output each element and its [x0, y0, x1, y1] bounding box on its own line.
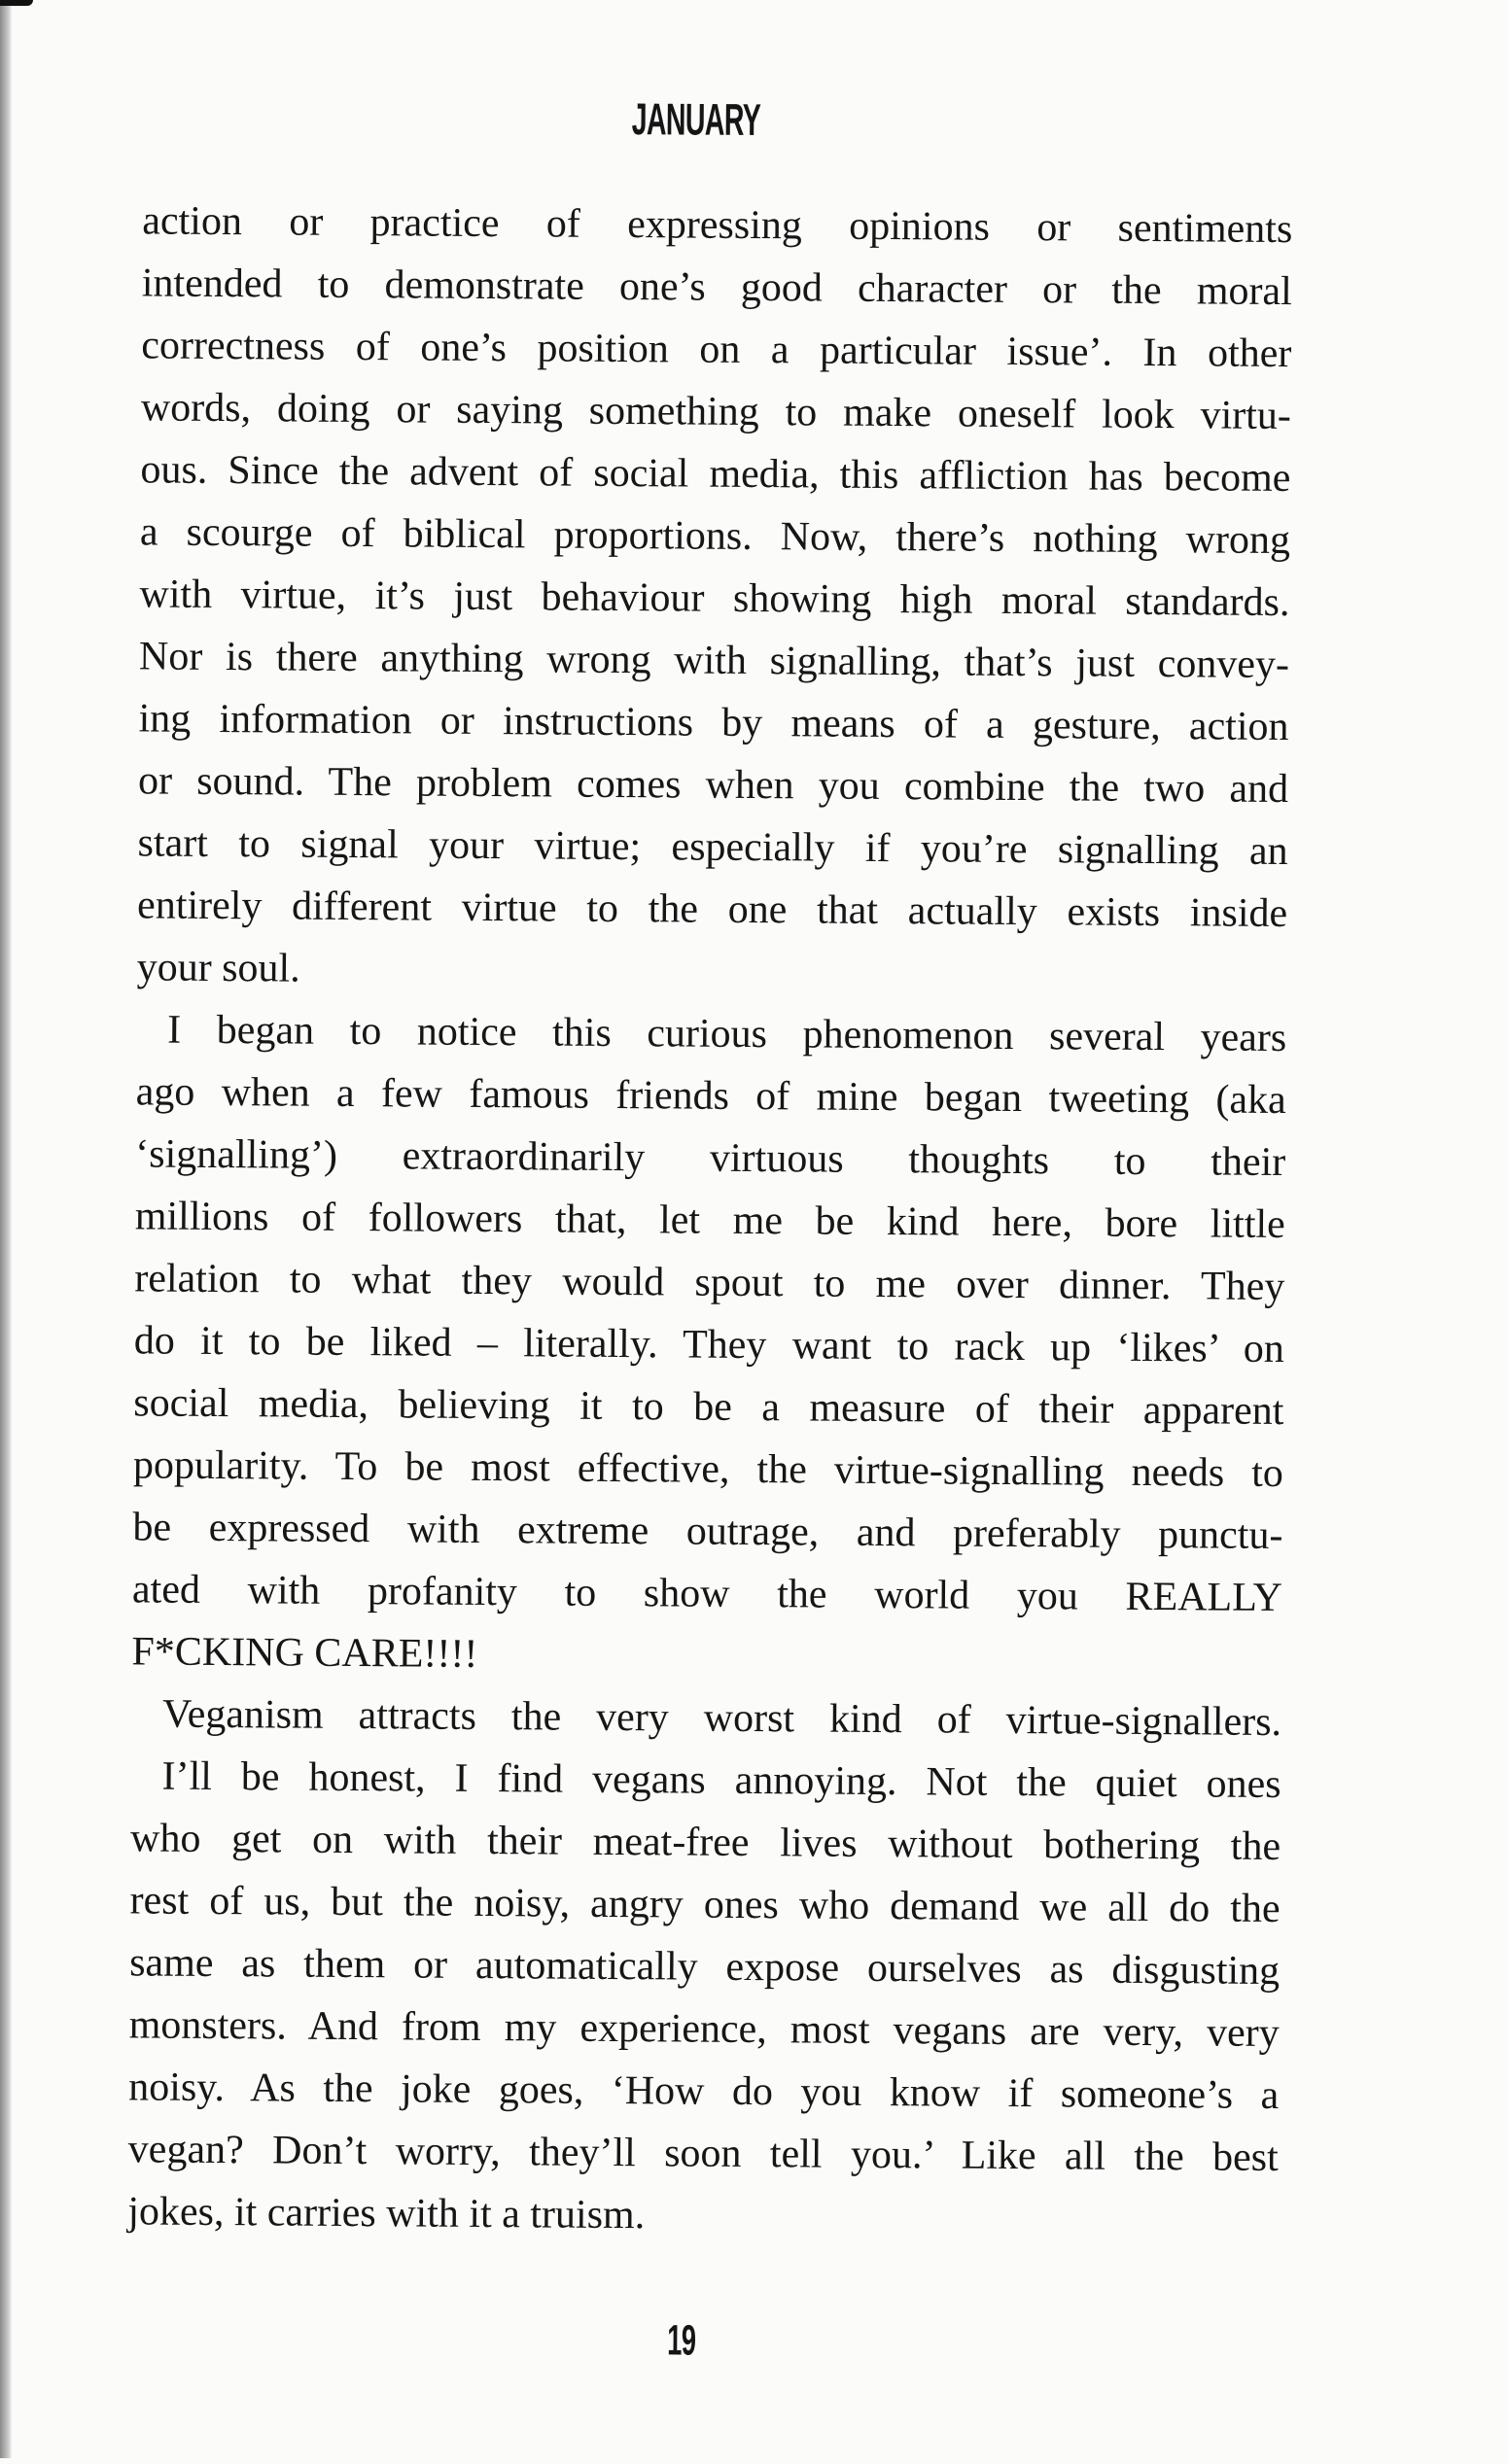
text-line: correctness of one’s position on a particular issue’. In other — [141, 323, 1292, 377]
text-line: words, doing or saying something to make oneself look virtu- — [140, 385, 1292, 439]
text-line: who get on with their meat-free lives without bothering the — [129, 1816, 1281, 1870]
text-line: start to signal your virtue; especially if you’re signalling an — [137, 820, 1288, 875]
text-line: I’ll be honest, I find vegans annoying. Not the quiet ones — [161, 1753, 1281, 1808]
text-line: relation to what they would spout to me over dinner. They — [134, 1256, 1285, 1310]
text-line: intended to demonstrate one’s good character or the moral — [141, 260, 1292, 315]
text-line: rest of us, but the noisy, angry ones who demand we all do the — [129, 1878, 1281, 1932]
text-line: ated with profanity to show the world you REALLY — [131, 1567, 1283, 1621]
text-line: millions of followers that, let me be kind here, bore little — [134, 1194, 1285, 1248]
text-line: a scourge of biblical proportions. Now, there’s nothing wrong — [139, 509, 1291, 564]
text-line: Veganism attracts the very worst kind of virtue-signallers. — [161, 1691, 1282, 1746]
text-line: with virtue, it’s just behaviour showing high moral standards. — [139, 572, 1290, 626]
text-line: social media, believing it to be a measure of their apparent — [133, 1380, 1284, 1435]
text-line: same as them or automatically expose ourselves as disgusting — [129, 1940, 1281, 1995]
running-head — [0, 87, 1393, 151]
text-line: Nor is there anything wrong with signalling, that’s just convey- — [138, 634, 1290, 688]
text-line: F*CKING CARE!!!! — [131, 1629, 478, 1677]
text-line: popularity. To be most effective, the virtue-signalling needs to — [132, 1442, 1284, 1497]
page-number-text: 19 — [666, 2316, 696, 2365]
text-line: ‘signalling’) extraordinarily virtuous thoughts to their — [135, 1131, 1286, 1186]
text-line: ago when a few famous friends of mine began tweeting (aka — [135, 1069, 1286, 1124]
text-line: noisy. As the joke goes, ‘How do you know if someone’s a — [128, 2065, 1280, 2119]
text-line: be expressed with extreme outrage, and preferably punctu- — [132, 1505, 1283, 1559]
text-line: action or practice of expressing opinions or sentiments — [142, 198, 1293, 253]
text-line: do it to be liked – literally. They want to rack up ‘likes’ on — [133, 1318, 1285, 1372]
text-line: entirely different virtue to the one that actually exists inside — [136, 883, 1288, 937]
text-line: jokes, it carries with it a truism. — [127, 2189, 646, 2238]
text-line: I began to notice this curious phenomenon several years — [167, 1007, 1287, 1061]
text-line: or sound. The problem comes when you combine the two and — [137, 758, 1289, 813]
running-head-text: JANUARY — [631, 93, 761, 146]
page-number — [0, 2311, 1380, 2371]
body-text — [127, 190, 1292, 2251]
text-line: ing information or instructions by means of a gesture, action — [138, 696, 1289, 750]
text-line: monsters. And from my experience, most vegans are very, very — [128, 2002, 1280, 2057]
text-line: your soul. — [136, 945, 300, 991]
text-line: vegan? Don’t worry, they’ll soon tell you.’ Like all the best — [127, 2127, 1279, 2181]
text-line: ous. Since the advent of social media, this affliction has become — [140, 447, 1291, 502]
